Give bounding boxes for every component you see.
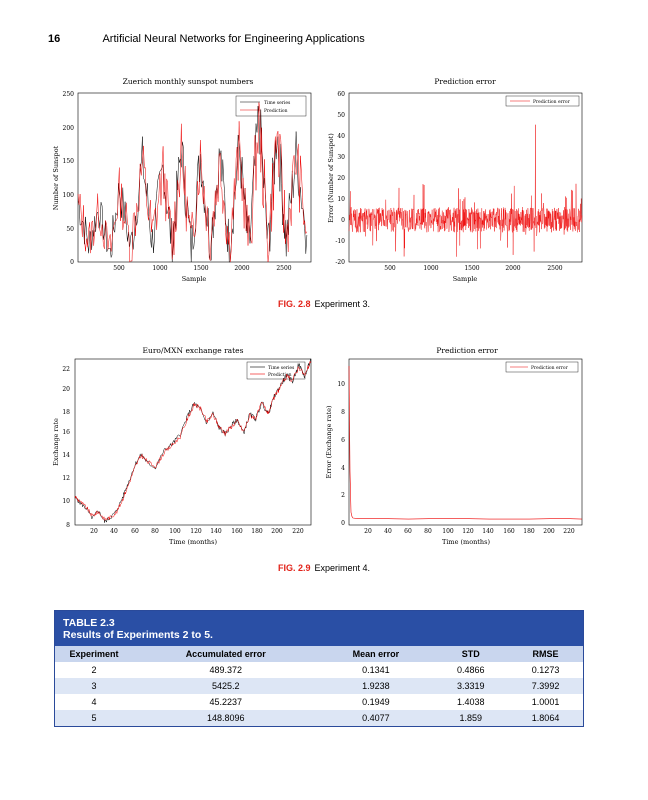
- x-tick-label: 2000: [505, 265, 521, 272]
- table-cell: 0.1273: [531, 665, 560, 675]
- table-title: Results of Experiments 2 to 5.: [63, 629, 213, 641]
- legend: [236, 96, 306, 116]
- table-header-row: [55, 646, 583, 662]
- table-cell: 1.9238: [318, 678, 433, 694]
- figure-2-9: [0, 342, 648, 562]
- y-tick-label: 0: [70, 259, 74, 266]
- x-tick-label: 20: [364, 528, 372, 535]
- table-cell: 0.1341: [362, 665, 390, 675]
- x-tick-label: 100: [442, 528, 454, 535]
- table-cell: 1.0001: [531, 697, 560, 707]
- y-axis-label: Error (Exchange rate): [325, 405, 333, 479]
- x-tick-label: 180: [523, 528, 535, 535]
- x-tick-label: 140: [482, 528, 494, 535]
- table-cell: 45.2237: [209, 697, 242, 707]
- x-tick-label: 40: [110, 528, 118, 535]
- table-cell: 0.4866: [456, 665, 485, 675]
- sunspot-error-chart: [327, 77, 582, 283]
- plot-frame: [75, 359, 311, 525]
- x-tick-label: 60: [131, 528, 139, 535]
- table-body: [55, 646, 583, 726]
- y-tick-label: 10: [337, 381, 345, 388]
- table-row: [55, 694, 583, 710]
- y-ticks: [335, 91, 345, 266]
- y-tick-label: 4: [341, 465, 345, 472]
- table-cell: 1.859: [433, 710, 508, 726]
- table-cell: 1.8064: [508, 710, 583, 726]
- y-tick-label: 18: [62, 409, 70, 416]
- y-ticks: [337, 381, 345, 527]
- y-tick-label: 10: [337, 196, 345, 203]
- table-cell: 3: [55, 678, 133, 694]
- y-tick-label: -10: [335, 238, 345, 245]
- x-axis-label: Sample: [181, 275, 207, 283]
- series-line-prediction-error: [349, 125, 582, 257]
- y-tick-label: 6: [341, 437, 345, 444]
- y-tick-label: 250: [62, 91, 74, 98]
- y-tick-label: 2: [341, 492, 345, 499]
- page-header: [48, 33, 365, 45]
- y-tick-label: 0: [341, 520, 345, 527]
- x-tick-label: 160: [503, 528, 515, 535]
- x-tick-label: 1500: [193, 265, 209, 272]
- table-number: TABLE 2.3: [63, 617, 115, 629]
- y-tick-label: 8: [341, 409, 345, 416]
- x-tick-label: 500: [113, 265, 125, 272]
- x-tick-label: 220: [563, 528, 575, 535]
- caption-label: FIG. 2.9: [277, 563, 311, 573]
- y-tick-label: 200: [62, 125, 74, 132]
- sunspot-chart: [52, 77, 311, 283]
- y-axis-label: Exchange rate: [52, 418, 60, 466]
- x-ticks: [90, 528, 304, 535]
- x-tick-label: 2500: [276, 265, 292, 272]
- figure-2-8: [0, 70, 648, 295]
- legend-label: Prediction error: [531, 366, 568, 371]
- y-tick-label: 50: [66, 226, 74, 233]
- chart-title: Zuerich monthly sunspot numbers: [122, 77, 254, 86]
- figure-2-9-caption: [0, 563, 648, 573]
- table-cell: 3.3319: [433, 678, 508, 694]
- plot-frame: [349, 359, 582, 525]
- table-cell: 5: [55, 710, 133, 726]
- x-tick-label: 120: [462, 528, 474, 535]
- y-tick-label: 12: [62, 475, 70, 482]
- table-cell: 148.8096: [133, 710, 318, 726]
- table-row: [55, 710, 583, 726]
- x-ticks: [384, 265, 563, 272]
- exchange-rate-chart: [52, 346, 311, 546]
- x-tick-label: 20: [90, 528, 98, 535]
- series-line-prediction: [75, 361, 311, 520]
- x-tick-label: 200: [543, 528, 555, 535]
- y-tick-label: 60: [337, 91, 345, 98]
- y-tick-label: 8: [66, 522, 70, 529]
- y-tick-label: -20: [335, 259, 345, 266]
- x-tick-label: 100: [169, 528, 181, 535]
- x-tick-label: 1000: [152, 265, 168, 272]
- legend-label: Prediction error: [533, 100, 570, 105]
- y-tick-label: 14: [62, 452, 70, 459]
- x-tick-label: 220: [292, 528, 304, 535]
- legend: [506, 96, 579, 106]
- y-tick-label: 100: [62, 192, 74, 199]
- results-table: [54, 610, 584, 727]
- exchange-error-chart: [325, 346, 582, 546]
- running-title: Artificial Neural Networks for Engineering Applications: [102, 33, 365, 45]
- caption-text: Experiment 4.: [314, 563, 371, 573]
- legend-label: Prediction: [264, 109, 288, 114]
- x-tick-label: 2500: [547, 265, 563, 272]
- table-cell: 5425.2: [133, 678, 318, 694]
- legend: [506, 362, 578, 372]
- x-axis-label: Time (months): [169, 538, 217, 546]
- chart-title: Euro/MXN exchange rates: [142, 346, 244, 355]
- y-tick-label: 0: [341, 217, 345, 224]
- x-axis-label: Sample: [452, 275, 478, 283]
- table-row: [55, 678, 583, 694]
- y-tick-label: 10: [62, 498, 70, 505]
- plot-frame: [349, 93, 582, 262]
- caption-text: Experiment 3.: [314, 299, 371, 309]
- table-cell: 2: [91, 665, 97, 675]
- y-tick-label: 20: [62, 386, 70, 393]
- table-heading: [55, 611, 583, 646]
- y-ticks: [63, 91, 75, 266]
- series-line-prediction-error: [349, 366, 582, 519]
- chart-title: Prediction error: [434, 77, 496, 86]
- y-ticks: [62, 366, 70, 529]
- x-tick-label: 80: [151, 528, 159, 535]
- x-tick-label: 60: [404, 528, 412, 535]
- y-tick-label: 22: [62, 366, 70, 373]
- column-header: Accumulated error: [133, 646, 318, 662]
- y-tick-label: 150: [62, 158, 74, 165]
- x-tick-label: 500: [384, 265, 396, 272]
- table-cell: 4: [91, 697, 97, 707]
- table-cell: 1.4038: [456, 697, 485, 707]
- figure-2-8-caption: [0, 299, 648, 309]
- column-header: Experiment: [55, 646, 133, 662]
- series-line-time-series: [75, 359, 311, 523]
- table-cell: 0.4077: [318, 710, 433, 726]
- y-tick-label: 40: [337, 133, 345, 140]
- column-header: RMSE: [508, 646, 583, 662]
- caption-label: FIG. 2.8: [277, 299, 311, 309]
- x-tick-label: 140: [210, 528, 222, 535]
- page-number: 16: [48, 33, 61, 45]
- column-header: STD: [433, 646, 508, 662]
- x-tick-label: 1000: [423, 265, 439, 272]
- x-axis-label: Time (months): [442, 538, 490, 546]
- legend-label: Time series: [264, 101, 291, 106]
- legend-label: Time series: [268, 366, 295, 371]
- x-tick-label: 200: [271, 528, 283, 535]
- column-header: Mean error: [318, 646, 433, 662]
- y-axis-label: Error (Number of Sunspot): [327, 133, 335, 223]
- chart-title: Prediction error: [436, 346, 498, 355]
- x-tick-label: 80: [424, 528, 432, 535]
- y-tick-label: 50: [337, 112, 345, 119]
- x-tick-label: 160: [231, 528, 243, 535]
- y-tick-label: 20: [337, 175, 345, 182]
- x-ticks: [113, 265, 292, 272]
- y-tick-label: 16: [62, 429, 70, 436]
- x-ticks: [364, 528, 575, 535]
- x-tick-label: 1500: [464, 265, 480, 272]
- x-tick-label: 180: [251, 528, 263, 535]
- table-row: [55, 662, 583, 678]
- y-tick-label: 30: [337, 154, 345, 161]
- table-cell: 7.3992: [508, 678, 583, 694]
- x-tick-label: 120: [190, 528, 202, 535]
- legend-label: Prediction: [268, 373, 292, 378]
- x-tick-label: 2000: [234, 265, 250, 272]
- y-axis-label: Number of Sunspot: [52, 145, 60, 211]
- table-cell: 0.1949: [362, 697, 390, 707]
- x-tick-label: 40: [384, 528, 392, 535]
- table-cell: 489.372: [209, 665, 242, 675]
